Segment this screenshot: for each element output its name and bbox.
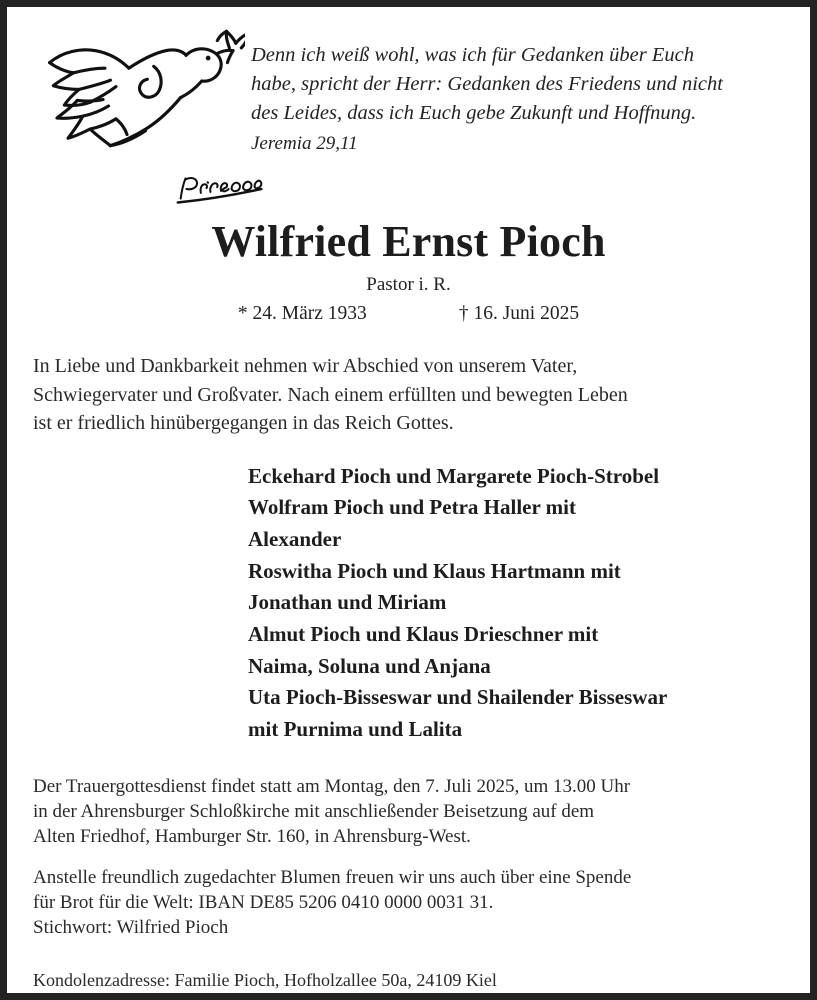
verse-line-3: des Leides, dass ich Euch gebe Zukunft und Hoffnung. <box>251 102 697 124</box>
service-line-1: Der Trauergottesdienst findet statt am Montag, den 7. Juli 2025, um 13.00 Uhr <box>33 775 631 797</box>
deceased-block <box>33 217 784 327</box>
survivor-line: mit Purnima und Lalita <box>248 717 463 742</box>
condolence-address: Kondolenzadresse: Familie Pioch, Hofholzallee 50a, 24109 Kiel <box>33 969 497 990</box>
survivor-line: Eckehard Pioch und Margarete Pioch-Strobel <box>248 463 660 488</box>
service-line-2: in der Ahrensburger Schloßkirche mit anschließender Beisetzung auf dem <box>33 800 595 822</box>
survivor-line: Alexander <box>248 526 342 551</box>
donation-line-1: Anstelle freundlich zugedachter Blumen freuen wir uns auch über eine Spende <box>33 866 632 888</box>
survivor-line: Almut Pioch und Klaus Drieschner mit <box>248 622 599 647</box>
survivor-line: Uta Pioch-Bisseswar und Shailender Bisseswar <box>248 685 668 710</box>
donation-details <box>33 865 784 940</box>
death-date: † 16. Juni 2025 <box>458 303 580 324</box>
service-line-3: Alten Friedhof, Hamburger Str. 160, in Ahrensburg-West. <box>33 825 471 847</box>
signature-icon <box>173 173 269 207</box>
bible-verse <box>251 17 784 159</box>
deceased-dates <box>33 300 784 327</box>
notice-header <box>33 17 784 169</box>
verse-line-1: Denn ich weiß wohl, was ich für Gedanken über Euch <box>251 44 694 66</box>
intro-line-3: ist er friedlich hinübergegangen in das Reich Gottes. <box>33 412 454 434</box>
verse-reference: Jeremia 29,11 <box>251 133 358 154</box>
picasso-dove-of-peace-icon <box>33 19 245 169</box>
dove-artwork <box>33 17 245 169</box>
intro-paragraph <box>33 352 784 438</box>
intro-line-1: In Liebe und Dankbarkeit nehmen wir Abschied von unserem Vater, <box>33 355 578 377</box>
deceased-name: Wilfried Ernst Pioch <box>211 217 606 266</box>
intro-line-2: Schwiegervater und Großvater. Nach einem erfüllten und bewegten Leben <box>33 383 628 406</box>
service-details <box>33 774 784 849</box>
deceased-role: Pastor i. R. <box>366 274 451 295</box>
donation-line-3: Stichwort: Wilfried Pioch <box>33 916 229 938</box>
survivor-line: Wolfram Pioch und Petra Haller mit <box>248 495 576 520</box>
survivor-line: Roswitha Pioch und Klaus Hartmann mit <box>248 558 621 583</box>
picasso-signature <box>173 173 784 209</box>
birth-date: * 24. März 1933 <box>237 303 367 324</box>
survivor-line: Jonathan und Miriam <box>248 590 447 615</box>
donation-line-2: für Brot für die Welt: IBAN DE85 5206 0410 0000 0031 31. <box>33 891 494 913</box>
survivors-list <box>248 461 784 746</box>
notice-inner <box>7 7 810 993</box>
verse-line-2: habe, spricht der Herr: Gedanken des Friedens und nicht <box>251 73 723 95</box>
survivor-line: Naima, Soluna und Anjana <box>248 653 491 678</box>
